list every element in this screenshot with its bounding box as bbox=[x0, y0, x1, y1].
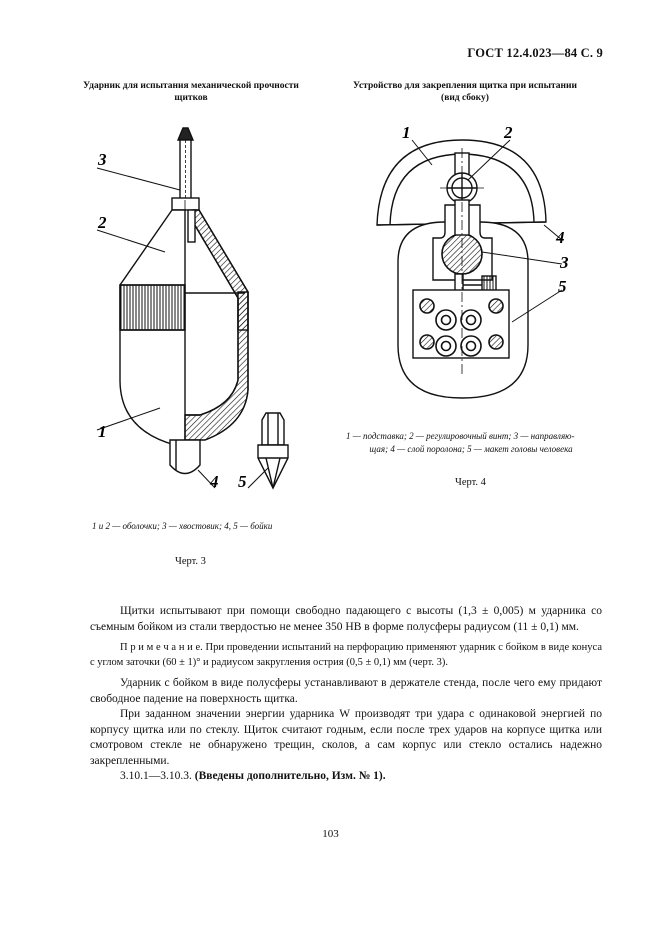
fig3-label-1: 1 bbox=[98, 422, 107, 441]
fig3-label-3: 3 bbox=[98, 150, 107, 169]
figure4-legend bbox=[346, 430, 596, 456]
note-perforation: П р и м е ч а н и е. При проведении испытаний на перфорацию применяют ударник с бойком в виде конуса с углом заточки (60 ± 1)° и радиусом закругления острия (0,5 ± 0,1) мм (черт. 3). bbox=[90, 642, 602, 668]
figure4-legend-line2: щая; 4 — слой поролона; 5 — макет головы человека bbox=[369, 444, 573, 454]
figure3-caption-line2: щитков bbox=[174, 93, 208, 103]
page-header: ГОСТ 12.4.023—84 С. 9 bbox=[467, 46, 603, 60]
paragraph-mounting: Ударник с бойком в виде полусферы устанавливают в держателе стенда, после чего ему придают свободное падение на поверхность щитка. bbox=[90, 677, 602, 705]
figure3-number: Черт. 3 bbox=[175, 556, 206, 567]
figure4-legend-line1: 1 — подставка; 2 — регулировочный винт; 3 — направляю- bbox=[346, 431, 575, 441]
fig4-label-5: 5 bbox=[558, 277, 567, 296]
paragraph-impacts: При заданном значении энергии ударника W производят три удара с одинаковой энергией по корпусу щитка или по стеклу. Щиток считают годным, если после трех ударов на корпусе щитка или смотровом стекле не обнаружено трещин, сколов, а сам корпус или стекло остались надежно закрепленными. bbox=[90, 708, 602, 767]
fig3-label-5: 5 bbox=[238, 472, 247, 491]
fig4-label-3: 3 bbox=[560, 253, 569, 272]
body-text bbox=[90, 604, 602, 785]
figure4-drawing bbox=[377, 140, 562, 398]
fig4-label-2: 2 bbox=[504, 123, 513, 142]
fig3-label-4: 4 bbox=[210, 472, 219, 491]
page-number: 103 bbox=[322, 828, 339, 840]
figure4-number: Черт. 4 bbox=[455, 477, 486, 488]
amendment-note: (Введены дополнительно, Изм. № 1). bbox=[194, 770, 386, 782]
figure4-caption-line1: Устройство для закрепления щитка при испытании bbox=[353, 81, 577, 91]
figure3-caption-line1: Ударник для испытания механической прочности bbox=[83, 81, 299, 91]
fig4-label-1: 1 bbox=[402, 123, 411, 142]
figure4-caption-line2: (вид сбоку) bbox=[441, 93, 489, 103]
amendment-ref: 3.10.1—3.10.3. bbox=[120, 770, 192, 782]
figure3-drawing bbox=[97, 128, 288, 488]
figure3-legend: 1 и 2 — оболочки; 3 — хвостовик; 4, 5 — бойки bbox=[92, 521, 273, 531]
paragraph-amendment bbox=[90, 769, 602, 785]
fig4-label-4: 4 bbox=[556, 228, 565, 247]
paragraph-drop-height: Щитки испытывают при помощи свободно падающего с высоты (1,3 ± 0,005) м ударника со съемным бойком из стали твердостью не менее 350 НВ в форме полусферы радиусом (11 ± 0,1) мм. bbox=[90, 605, 602, 633]
fig3-label-2: 2 bbox=[98, 213, 107, 232]
